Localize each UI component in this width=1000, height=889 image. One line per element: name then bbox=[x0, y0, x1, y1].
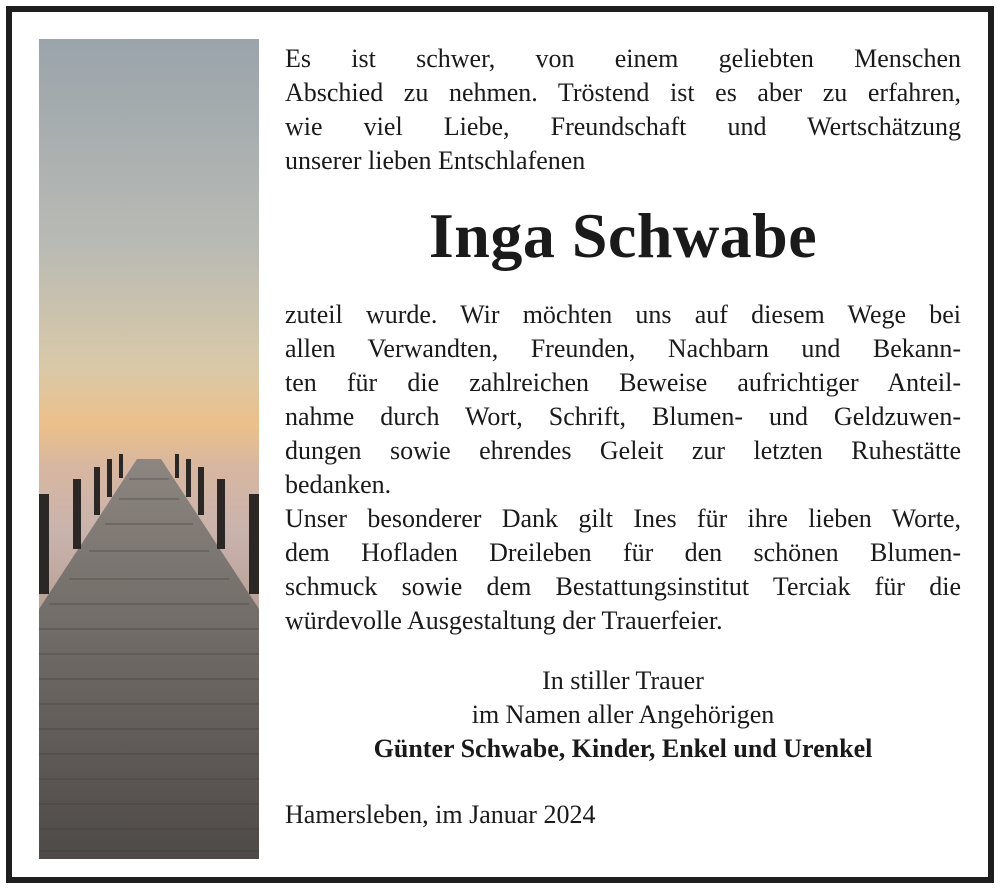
body-line: nahme durch Wort, Schrift, Blumen- und Geldzuwen- bbox=[285, 402, 961, 431]
notice-frame bbox=[6, 6, 994, 883]
intro-line: unserer lieben Entschlafenen bbox=[285, 146, 586, 175]
body-line: allen Verwandten, Freunden, Nachbarn und Bekann- bbox=[285, 334, 961, 363]
body-paragraph bbox=[285, 298, 961, 502]
body-line: bedanken. bbox=[285, 470, 392, 499]
notice-text bbox=[285, 42, 961, 832]
pier-image-icon bbox=[39, 39, 259, 859]
thanks-line: Unser besonderer Dank gilt Ines für ihre lieben Worte, bbox=[285, 504, 961, 533]
intro-paragraph bbox=[285, 42, 961, 178]
intro-line: Abschied zu nehmen. Tröstend ist es aber zu erfahren, bbox=[285, 78, 961, 107]
closing-line-2: im Namen aller Angehörigen bbox=[471, 700, 775, 729]
thanks-paragraph bbox=[285, 502, 961, 638]
closing-line-1: In stiller Trauer bbox=[542, 666, 704, 695]
intro-line: wie viel Liebe, Freundschaft und Wertschätzung bbox=[285, 112, 961, 141]
place-date: Hamersleben, im Januar 2024 bbox=[285, 800, 596, 829]
thanks-line: dem Hofladen Dreileben für den schönen Blumen- bbox=[285, 538, 961, 567]
closing-block bbox=[285, 664, 961, 766]
body-line: zuteil wurde. Wir möchten uns auf diesem Wege bei bbox=[285, 300, 961, 329]
body-line: dungen sowie ehrendes Geleit zur letzten Ruhestätte bbox=[285, 436, 961, 465]
deceased-name: Inga Schwabe bbox=[428, 200, 818, 271]
thanks-line: würdevolle Ausgestaltung der Trauerfeier. bbox=[285, 606, 723, 635]
family-signature: Günter Schwabe, Kinder, Enkel und Urenkel bbox=[373, 734, 873, 763]
intro-line: Es ist schwer, von einem geliebten Menschen bbox=[285, 44, 961, 73]
thanks-line: schmuck sowie dem Bestattungsinstitut Terciak für die bbox=[285, 572, 961, 601]
body-line: ten für die zahlreichen Beweise aufrichtiger Anteil- bbox=[285, 368, 961, 397]
pier-sunset-photo bbox=[39, 39, 259, 859]
